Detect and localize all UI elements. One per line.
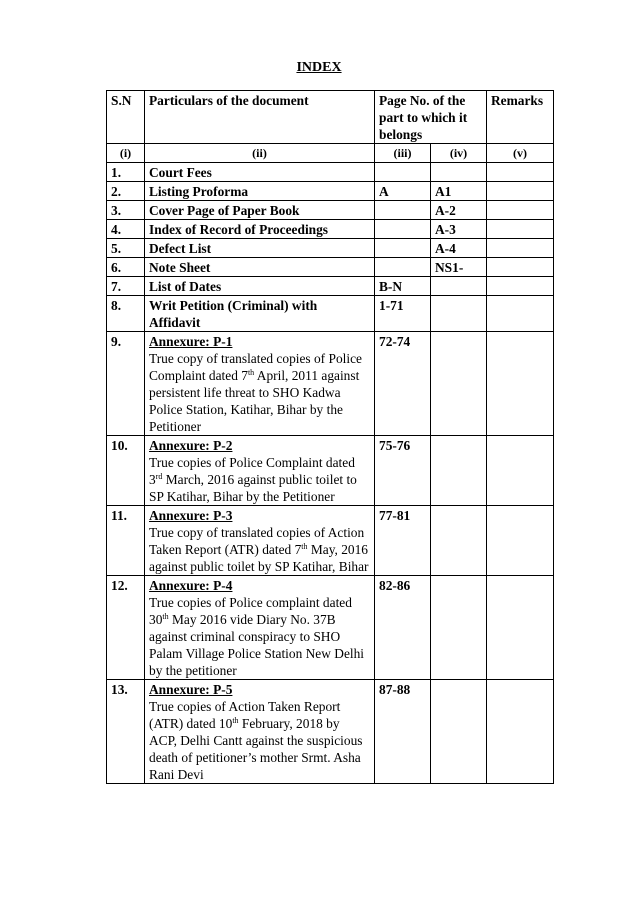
annexure-description: True copy of translated copies of Action Taken Report (ATR) dated 7th May, 2016 against public toilet by SP Katihar, Bihar	[149, 525, 369, 574]
row-sn: 6.	[107, 258, 145, 277]
table-row	[107, 277, 554, 296]
row-page-iv	[431, 576, 487, 680]
row-sn: 1.	[107, 163, 145, 182]
annexure-description: True copies of Action Taken Report (ATR) dated 10th February, 2018 by ACP, Delhi Cantt against the suspicious death of petitioner’s mother Srmt. Asha Rani Devi	[149, 699, 363, 782]
row-particulars	[145, 436, 375, 506]
row-sn: 10.	[107, 436, 145, 506]
row-page-iii	[375, 201, 431, 220]
annexure-title: Annexure: P-1	[149, 334, 233, 349]
row-page-iv	[431, 506, 487, 576]
row-particulars	[145, 506, 375, 576]
row-sn: 5.	[107, 239, 145, 258]
row-particulars: Listing Proforma	[145, 182, 375, 201]
row-remarks	[487, 163, 554, 182]
row-particulars: Court Fees	[145, 163, 375, 182]
row-remarks	[487, 296, 554, 332]
row-particulars	[145, 680, 375, 784]
row-page-iii	[375, 239, 431, 258]
annexure-description: True copies of Police complaint dated 30th May 2016 vide Diary No. 37B against criminal conspiracy to SHO Palam Village Police Station New Delhi by the petitioner	[149, 595, 365, 678]
header-remarks: Remarks	[487, 91, 554, 144]
row-page-iv: NS1-	[431, 258, 487, 277]
col-label: (iii)	[375, 144, 431, 163]
row-particulars: List of Dates	[145, 277, 375, 296]
page-title: INDEX	[296, 60, 342, 75]
row-page-iv: A-3	[431, 220, 487, 239]
table-row	[107, 220, 554, 239]
row-page-iii	[375, 220, 431, 239]
row-remarks	[487, 277, 554, 296]
row-remarks	[487, 182, 554, 201]
annexure-description: True copy of translated copies of Police Complaint dated 7th April, 2011 against persistent life threat to SHO Kadwa Police Station, Katihar, Bihar by the Petitioner	[149, 351, 362, 434]
row-particulars: Note Sheet	[145, 258, 375, 277]
row-remarks	[487, 576, 554, 680]
row-page-iii: 82-86	[375, 576, 431, 680]
table-row	[107, 436, 554, 506]
row-sn: 7.	[107, 277, 145, 296]
row-page-iii: 87-88	[375, 680, 431, 784]
header-row	[107, 91, 554, 144]
index-table	[106, 90, 554, 784]
row-remarks	[487, 258, 554, 277]
row-sn: 9.	[107, 332, 145, 436]
row-remarks	[487, 680, 554, 784]
row-sn: 2.	[107, 182, 145, 201]
table-row	[107, 258, 554, 277]
row-page-iv: A-4	[431, 239, 487, 258]
row-particulars: Writ Petition (Criminal) with Affidavit	[145, 296, 375, 332]
row-remarks	[487, 332, 554, 436]
row-sn: 8.	[107, 296, 145, 332]
row-page-iv	[431, 277, 487, 296]
col-label: (i)	[107, 144, 145, 163]
table-row	[107, 332, 554, 436]
row-page-iv	[431, 163, 487, 182]
row-page-iv	[431, 436, 487, 506]
row-page-iii: 72-74	[375, 332, 431, 436]
annexure-title: Annexure: P-2	[149, 438, 233, 453]
row-page-iii: 75-76	[375, 436, 431, 506]
row-particulars: Index of Record of Proceedings	[145, 220, 375, 239]
table-row	[107, 201, 554, 220]
table-row	[107, 506, 554, 576]
row-remarks	[487, 436, 554, 506]
row-remarks	[487, 201, 554, 220]
col-label: (ii)	[145, 144, 375, 163]
header-page-no: Page No. of the part to which it belongs	[375, 91, 487, 144]
row-page-iii: B-N	[375, 277, 431, 296]
row-page-iv	[431, 680, 487, 784]
row-particulars: Defect List	[145, 239, 375, 258]
annexure-title: Annexure: P-4	[149, 578, 233, 593]
table-row	[107, 163, 554, 182]
row-page-iii	[375, 258, 431, 277]
row-sn: 4.	[107, 220, 145, 239]
row-page-iii: 77-81	[375, 506, 431, 576]
col-label: (iv)	[431, 144, 487, 163]
annexure-description: True copies of Police Complaint dated 3rd March, 2016 against public toilet to SP Katihar, Bihar by the Petitioner	[149, 455, 357, 504]
row-page-iv	[431, 332, 487, 436]
header-sn: S.N	[107, 91, 145, 144]
roman-numeral-row	[107, 144, 554, 163]
row-remarks	[487, 220, 554, 239]
row-page-iv: A-2	[431, 201, 487, 220]
annexure-title: Annexure: P-3	[149, 508, 233, 523]
table-row	[107, 296, 554, 332]
row-page-iv: A1	[431, 182, 487, 201]
row-sn: 13.	[107, 680, 145, 784]
row-page-iii	[375, 163, 431, 182]
table-row	[107, 182, 554, 201]
row-sn: 11.	[107, 506, 145, 576]
row-page-iii: A	[375, 182, 431, 201]
row-remarks	[487, 239, 554, 258]
row-page-iii: 1-71	[375, 296, 431, 332]
table-row	[107, 680, 554, 784]
row-particulars: Cover Page of Paper Book	[145, 201, 375, 220]
row-sn: 3.	[107, 201, 145, 220]
table-row	[107, 576, 554, 680]
row-particulars	[145, 332, 375, 436]
table-row	[107, 239, 554, 258]
annexure-title: Annexure: P-5	[149, 682, 233, 697]
row-remarks	[487, 506, 554, 576]
row-page-iv	[431, 296, 487, 332]
col-label: (v)	[487, 144, 554, 163]
row-sn: 12.	[107, 576, 145, 680]
row-particulars	[145, 576, 375, 680]
header-particulars: Particulars of the document	[145, 91, 375, 144]
